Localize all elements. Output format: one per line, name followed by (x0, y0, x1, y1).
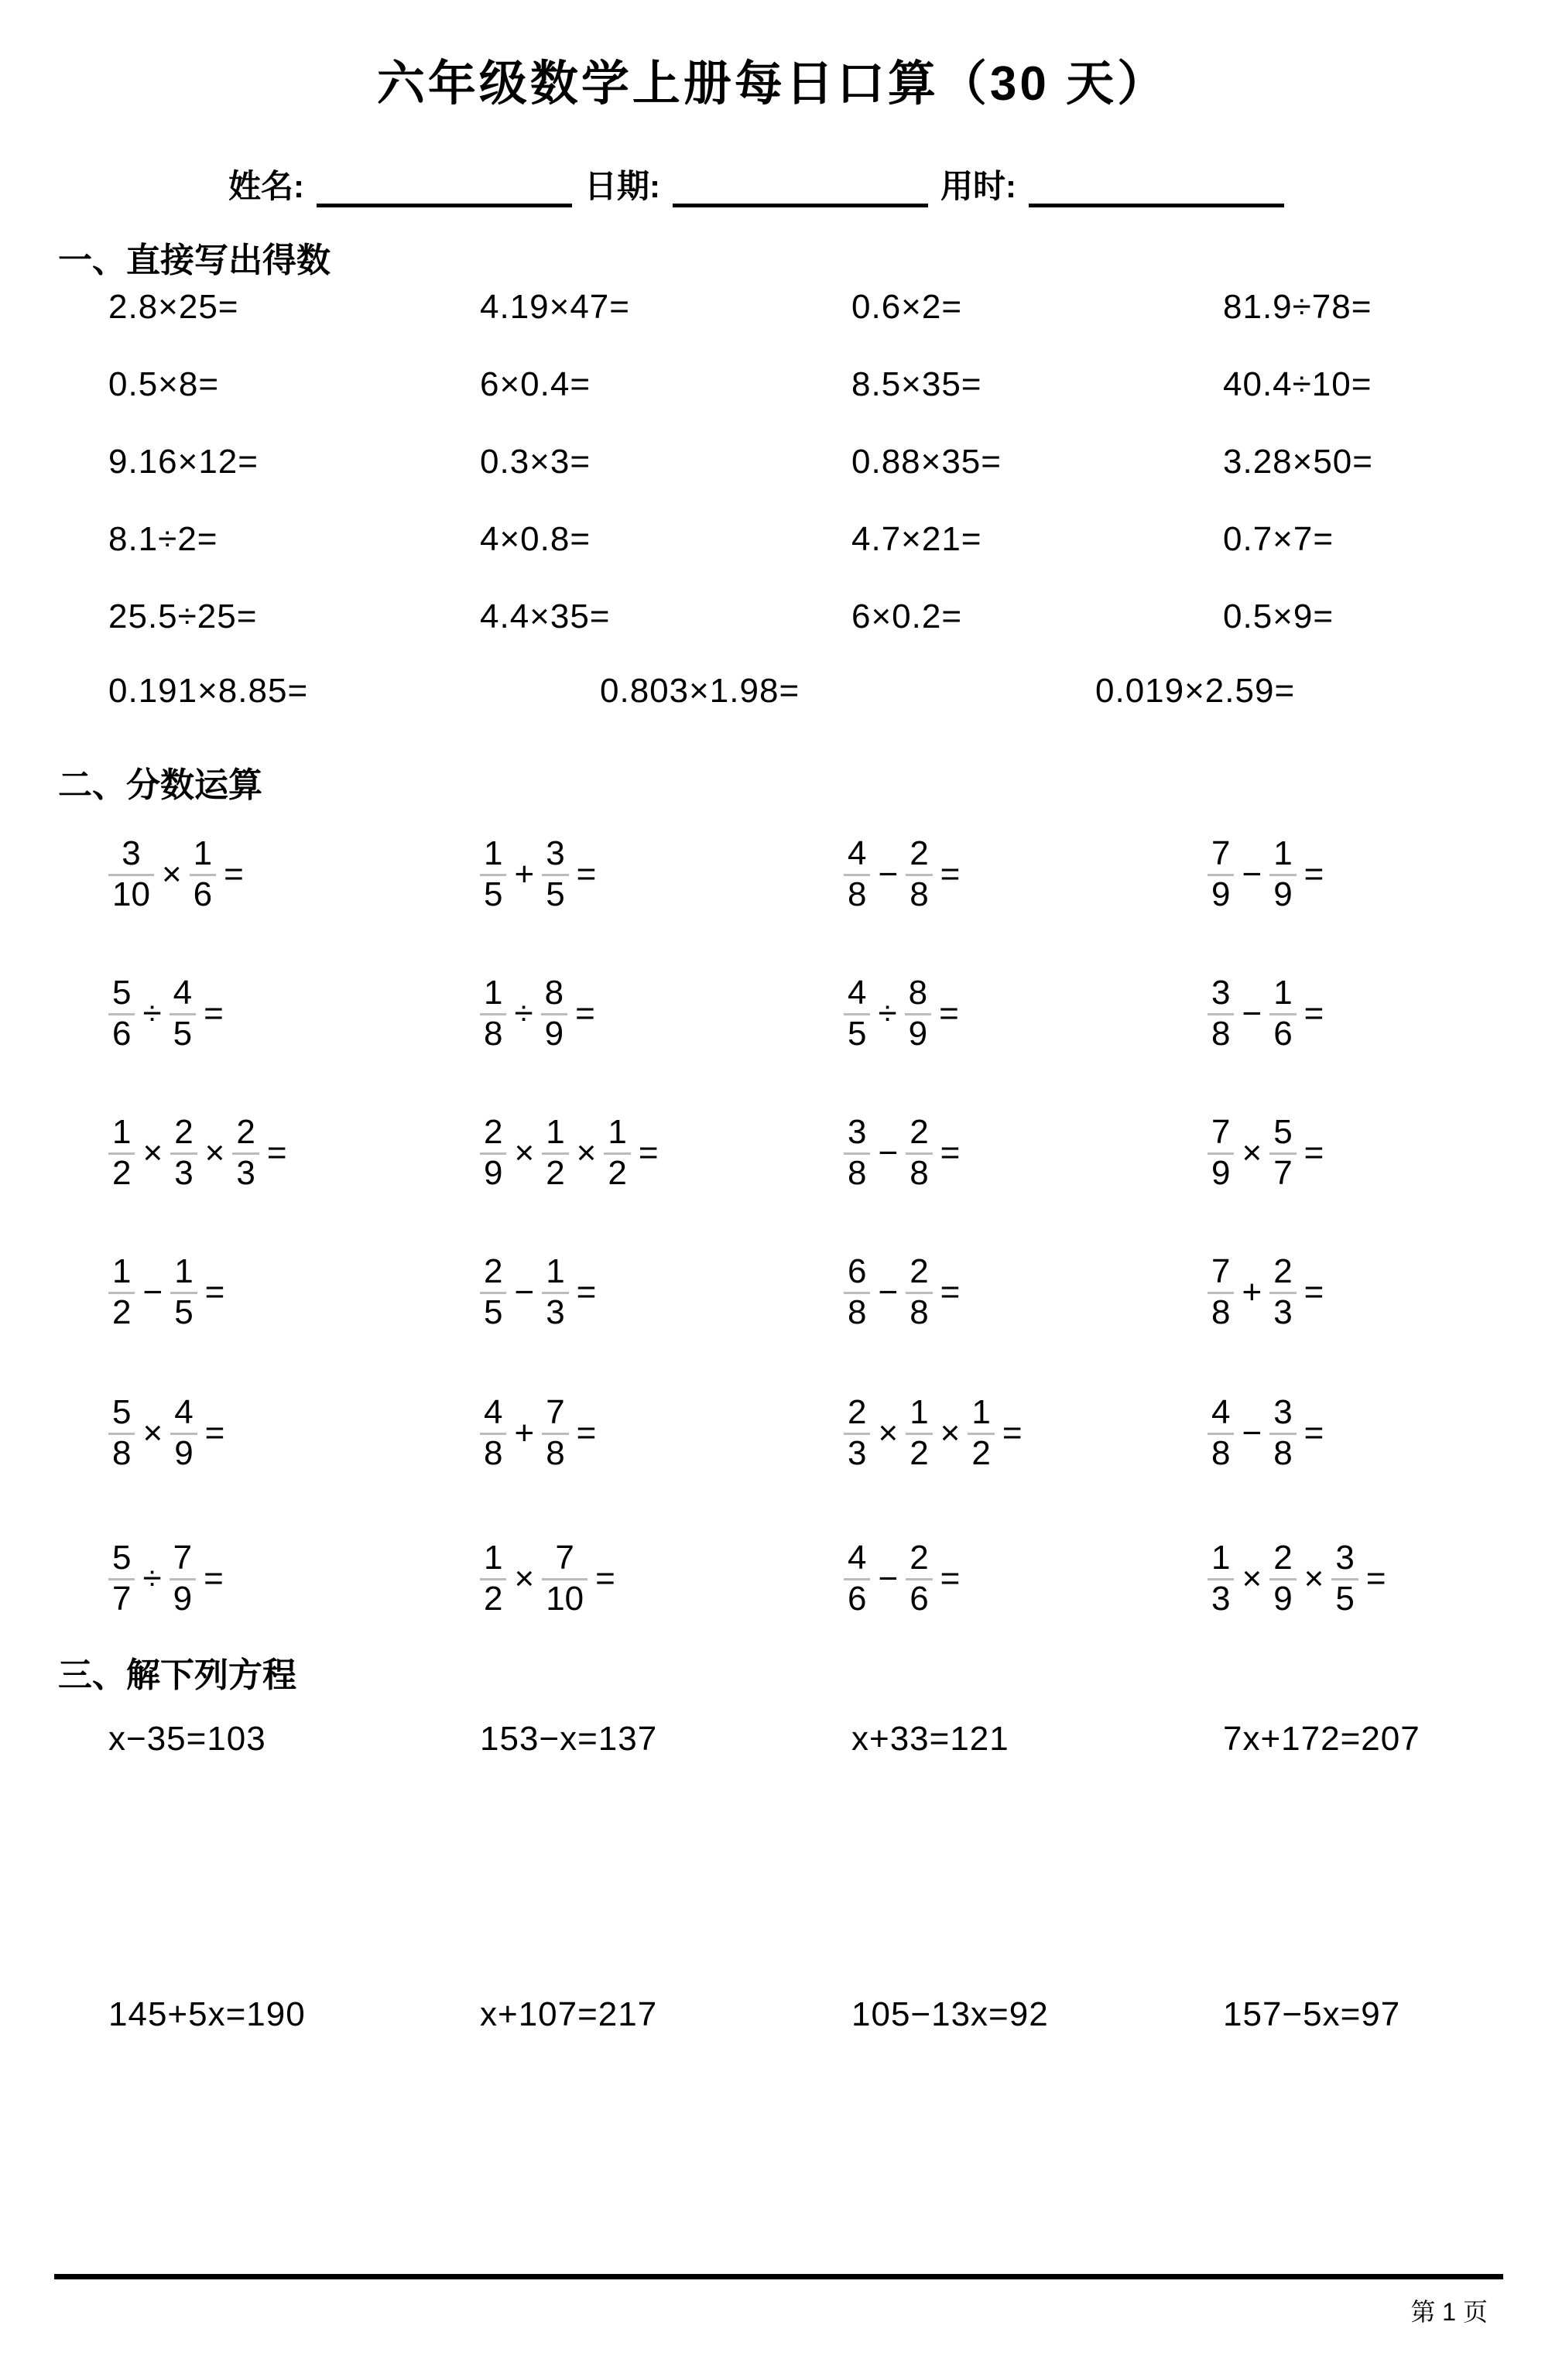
equation: x+107=217 (480, 1995, 658, 2033)
numerator: 7 (173, 1538, 193, 1577)
fraction (108, 1253, 135, 1332)
fraction (906, 1539, 932, 1618)
equals-sign: = (224, 855, 244, 893)
equals-sign: = (1365, 1560, 1386, 1598)
fraction (906, 1394, 932, 1473)
operator: × (514, 1560, 535, 1598)
fraction-problem (1208, 825, 1324, 924)
equation: x+33=121 (851, 1720, 1009, 1758)
operator: − (878, 1134, 899, 1172)
denominator: 8 (910, 1293, 929, 1331)
fraction-problem (480, 1384, 597, 1483)
numerator: 2 (910, 1252, 929, 1290)
operator: × (878, 1414, 899, 1452)
denominator: 8 (848, 875, 867, 913)
fraction (1269, 1539, 1296, 1618)
fraction (844, 1539, 870, 1618)
fraction-problem (108, 1243, 225, 1342)
fraction (1208, 1539, 1234, 1618)
denominator: 6 (910, 1579, 929, 1618)
numerator: 1 (112, 1252, 132, 1290)
numerator: 6 (848, 1252, 867, 1290)
fraction (170, 1114, 197, 1193)
numerator: 8 (544, 973, 564, 1012)
fraction-problem (844, 825, 961, 924)
operator: × (204, 1134, 225, 1172)
numerator: 2 (910, 1538, 929, 1577)
fraction-problem (844, 964, 960, 1063)
denominator: 9 (173, 1579, 193, 1618)
fraction (1269, 974, 1296, 1053)
numerator: 1 (1273, 973, 1293, 1012)
fraction (480, 1394, 506, 1473)
fraction (1269, 1114, 1296, 1193)
fraction (108, 1539, 135, 1618)
equals-sign: = (1303, 1273, 1324, 1311)
fraction (844, 1394, 870, 1473)
equation: x−35=103 (108, 1720, 266, 1758)
denominator: 8 (112, 1433, 132, 1472)
fraction (542, 1539, 588, 1618)
numerator: 3 (1335, 1538, 1355, 1577)
operator: × (161, 855, 182, 893)
fraction (170, 1394, 197, 1473)
operator: − (1242, 1414, 1262, 1452)
fraction (480, 974, 506, 1053)
numerator: 4 (848, 834, 867, 872)
equals-sign: = (204, 1414, 225, 1452)
denominator: 8 (1211, 1433, 1231, 1472)
date-label: 日期: (584, 168, 660, 204)
denominator: 3 (546, 1293, 565, 1331)
fraction-problem (480, 1243, 597, 1342)
fraction (108, 1114, 135, 1193)
numerator: 2 (236, 1112, 255, 1151)
denominator: 8 (484, 1014, 503, 1053)
numerator: 1 (484, 973, 503, 1012)
denominator: 8 (484, 1433, 503, 1472)
operator: × (576, 1134, 597, 1172)
numerator: 2 (1273, 1538, 1293, 1577)
denominator: 8 (848, 1293, 867, 1331)
denominator: 3 (1211, 1579, 1231, 1618)
math-problem: 4.7×21= (851, 520, 982, 558)
denominator: 3 (174, 1153, 194, 1192)
operator: ÷ (142, 1560, 162, 1598)
math-problem: 0.019×2.59= (1095, 672, 1296, 710)
fraction (480, 1253, 506, 1332)
fraction (542, 1394, 568, 1473)
fraction (170, 974, 196, 1053)
numerator: 2 (910, 834, 929, 872)
math-problem: 4.19×47= (480, 288, 630, 326)
equals-sign: = (575, 995, 595, 1032)
fraction-problem (1208, 964, 1324, 1063)
fraction (905, 974, 931, 1053)
denominator: 3 (848, 1433, 867, 1472)
equals-sign: = (595, 1560, 615, 1598)
math-problem: 2.8×25= (108, 288, 239, 326)
equation: 157−5x=97 (1223, 1995, 1401, 2033)
numerator: 7 (1211, 1252, 1231, 1290)
footer-divider (54, 2274, 1503, 2279)
denominator: 5 (484, 875, 503, 913)
section3-heading: 三、解下列方程 (58, 1656, 296, 1694)
denominator: 8 (1211, 1014, 1231, 1053)
fraction (844, 1253, 870, 1332)
numerator: 2 (484, 1252, 503, 1290)
denominator: 8 (910, 1153, 929, 1192)
fraction (480, 835, 506, 914)
denominator: 9 (908, 1014, 928, 1053)
numerator: 1 (1273, 834, 1293, 872)
fraction-problem (480, 1529, 616, 1628)
equation: 105−13x=92 (851, 1995, 1049, 2033)
denominator: 8 (848, 1153, 867, 1192)
denominator: 9 (1211, 1153, 1231, 1192)
numerator: 7 (546, 1392, 565, 1431)
equals-sign: = (638, 1134, 659, 1172)
fraction (844, 1114, 870, 1193)
operator: − (878, 1273, 899, 1311)
fraction-problem (480, 964, 596, 1063)
denominator: 5 (546, 875, 565, 913)
math-problem: 0.7×7= (1223, 520, 1334, 558)
fraction-problem (108, 1104, 288, 1203)
fraction-problem (108, 1529, 224, 1628)
denominator: 2 (910, 1433, 929, 1472)
denominator: 9 (484, 1153, 503, 1192)
equals-sign: = (576, 1273, 597, 1311)
denominator: 9 (174, 1433, 194, 1472)
fraction (108, 835, 154, 914)
numerator: 1 (112, 1112, 132, 1151)
numerator: 1 (546, 1112, 565, 1151)
page-title: 六年级数学上册每日口算（30 天） (376, 57, 1169, 111)
section2-heading: 二、分数运算 (58, 766, 262, 804)
fraction (190, 835, 216, 914)
numerator: 3 (546, 834, 565, 872)
numerator: 8 (908, 973, 928, 1012)
numerator: 1 (484, 1538, 503, 1577)
operator: × (142, 1414, 163, 1452)
denominator: 2 (484, 1579, 503, 1618)
numerator: 3 (1273, 1392, 1293, 1431)
denominator: 3 (1273, 1293, 1293, 1331)
math-problem: 4×0.8= (480, 520, 591, 558)
equation: 153−x=137 (480, 1720, 658, 1758)
numerator: 1 (971, 1392, 991, 1431)
fraction-problem (108, 1384, 225, 1483)
denominator: 7 (112, 1579, 132, 1618)
fraction (541, 974, 567, 1053)
equals-sign: = (576, 1414, 597, 1452)
operator: + (514, 1414, 535, 1452)
math-problem: 6×0.4= (480, 365, 591, 403)
denominator: 9 (544, 1014, 564, 1053)
math-problem: 0.3×3= (480, 443, 591, 481)
equals-sign: = (1303, 855, 1324, 893)
fraction (1208, 835, 1234, 914)
name-label: 姓名: (228, 168, 304, 204)
numerator: 1 (910, 1392, 929, 1431)
equals-sign: = (940, 855, 961, 893)
numerator: 4 (1211, 1392, 1231, 1431)
denominator: 5 (1335, 1579, 1355, 1618)
math-problem: 8.5×35= (851, 365, 982, 403)
math-problem: 40.4÷10= (1223, 365, 1372, 403)
denominator: 2 (112, 1153, 132, 1192)
fraction-problem (108, 825, 245, 924)
fraction-problem (844, 1384, 1023, 1483)
equals-sign: = (1303, 1134, 1324, 1172)
equals-sign: = (266, 1134, 287, 1172)
operator: × (1303, 1560, 1324, 1598)
math-problem: 9.16×12= (108, 443, 259, 481)
denominator: 6 (848, 1579, 867, 1618)
fraction (906, 1253, 932, 1332)
fraction-problem (1208, 1529, 1387, 1628)
equals-sign: = (940, 1134, 961, 1172)
numerator: 3 (848, 1112, 867, 1151)
denominator: 5 (174, 1293, 194, 1331)
fraction-problem (480, 825, 597, 924)
fraction (1208, 1253, 1234, 1332)
operator: ÷ (514, 995, 533, 1032)
fraction (542, 835, 568, 914)
denominator: 2 (112, 1293, 132, 1331)
denominator: 6 (1273, 1014, 1293, 1053)
fraction (1269, 1394, 1296, 1473)
operator: + (514, 855, 535, 893)
fraction (1208, 1394, 1234, 1473)
numerator: 2 (910, 1112, 929, 1151)
numerator: 2 (174, 1112, 194, 1151)
numerator: 7 (1211, 834, 1231, 872)
fraction (604, 1114, 630, 1193)
equation: 7x+172=207 (1223, 1720, 1420, 1758)
numerator: 5 (1273, 1112, 1293, 1151)
fraction-problem (108, 964, 224, 1063)
denominator: 5 (173, 1014, 193, 1053)
fraction (1208, 974, 1234, 1053)
operator: × (1242, 1560, 1262, 1598)
denominator: 2 (971, 1433, 991, 1472)
operator: − (142, 1273, 163, 1311)
fraction-problem (1208, 1104, 1324, 1203)
fraction-problem (1208, 1384, 1324, 1483)
operator: − (1242, 995, 1262, 1032)
time-blank-line (1029, 168, 1284, 207)
fraction-problem (844, 1243, 961, 1342)
numerator: 5 (112, 973, 132, 1012)
fraction-problem (844, 1104, 961, 1203)
equals-sign: = (1002, 1414, 1023, 1452)
numerator: 1 (1211, 1538, 1231, 1577)
fraction (170, 1539, 196, 1618)
numerator: 1 (608, 1112, 627, 1151)
math-problem: 25.5÷25= (108, 598, 258, 635)
denominator: 5 (848, 1014, 867, 1053)
fraction (1269, 835, 1296, 914)
equation: 145+5x=190 (108, 1995, 306, 2033)
denominator: 8 (910, 875, 929, 913)
equals-sign: = (940, 1560, 961, 1598)
denominator: 9 (1211, 875, 1231, 913)
math-problem: 0.5×8= (108, 365, 220, 403)
equals-sign: = (940, 1273, 961, 1311)
fraction (108, 1394, 135, 1473)
fraction (968, 1394, 994, 1473)
operator: + (1242, 1273, 1262, 1311)
fraction (844, 835, 870, 914)
fraction-problem (1208, 1243, 1324, 1342)
equals-sign: = (204, 1560, 224, 1598)
math-problem: 0.88×35= (851, 443, 1002, 481)
operator: − (1242, 855, 1262, 893)
numerator: 5 (112, 1538, 132, 1577)
page-number: 第 1 页 (1410, 2298, 1488, 2326)
numerator: 4 (174, 1392, 194, 1431)
denominator: 9 (1273, 875, 1293, 913)
denominator: 8 (546, 1433, 565, 1472)
equals-sign: = (939, 995, 959, 1032)
fraction (906, 835, 932, 914)
equals-sign: = (1303, 1414, 1324, 1452)
fraction (906, 1114, 932, 1193)
equals-sign: = (1303, 995, 1324, 1032)
math-problem: 8.1÷2= (108, 520, 218, 558)
numerator: 1 (484, 834, 503, 872)
denominator: 8 (1273, 1433, 1293, 1472)
fraction (542, 1253, 568, 1332)
denominator: 8 (1211, 1293, 1231, 1331)
denominator: 7 (1273, 1153, 1293, 1192)
math-problem: 81.9÷78= (1223, 288, 1372, 326)
denominator: 10 (546, 1579, 584, 1618)
math-problem: 0.191×8.85= (108, 672, 309, 710)
section1-heading: 一、直接写出得数 (58, 241, 331, 279)
numerator: 7 (1211, 1112, 1231, 1151)
fraction (542, 1114, 568, 1193)
operator: × (940, 1414, 961, 1452)
math-problem: 0.5×9= (1223, 598, 1334, 635)
operator: − (514, 1273, 535, 1311)
math-problem: 6×0.2= (851, 598, 963, 635)
denominator: 6 (193, 875, 213, 913)
math-problem: 0.803×1.98= (600, 672, 800, 710)
name-blank-line (317, 168, 572, 207)
denominator: 2 (546, 1153, 565, 1192)
fraction (480, 1114, 506, 1193)
fraction (480, 1539, 506, 1618)
operator: × (514, 1134, 535, 1172)
fraction (1269, 1253, 1296, 1332)
fraction (1208, 1114, 1234, 1193)
numerator: 4 (173, 973, 193, 1012)
numerator: 2 (848, 1392, 867, 1431)
numerator: 2 (1273, 1252, 1293, 1290)
numerator: 3 (1211, 973, 1231, 1012)
numerator: 4 (484, 1392, 503, 1431)
math-problem: 3.28×50= (1223, 443, 1373, 481)
denominator: 9 (1273, 1579, 1293, 1618)
numerator: 4 (848, 973, 867, 1012)
denominator: 10 (112, 875, 150, 913)
math-problem: 4.4×35= (480, 598, 611, 635)
fraction (844, 974, 870, 1053)
date-blank-line (673, 168, 928, 207)
operator: × (142, 1134, 163, 1172)
fraction (1331, 1539, 1358, 1618)
equals-sign: = (204, 1273, 225, 1311)
time-label: 用时: (940, 168, 1016, 204)
equals-sign: = (576, 855, 597, 893)
numerator: 4 (848, 1538, 867, 1577)
fraction (108, 974, 135, 1053)
fraction (232, 1114, 259, 1193)
student-info-row (228, 161, 1284, 207)
denominator: 5 (484, 1293, 503, 1331)
denominator: 3 (236, 1153, 255, 1192)
numerator: 7 (555, 1538, 574, 1577)
numerator: 3 (122, 834, 141, 872)
operator: ÷ (878, 995, 897, 1032)
fraction (170, 1253, 197, 1332)
numerator: 1 (546, 1252, 565, 1290)
operator: − (878, 1560, 899, 1598)
equals-sign: = (204, 995, 224, 1032)
math-problem: 0.6×2= (851, 288, 963, 326)
operator: ÷ (142, 995, 162, 1032)
denominator: 2 (608, 1153, 627, 1192)
numerator: 1 (193, 834, 213, 872)
denominator: 6 (112, 1014, 132, 1053)
operator: × (1242, 1134, 1262, 1172)
numerator: 1 (174, 1252, 194, 1290)
fraction-problem (480, 1104, 659, 1203)
fraction-problem (844, 1529, 961, 1628)
numerator: 2 (484, 1112, 503, 1151)
numerator: 5 (112, 1392, 132, 1431)
operator: − (878, 855, 899, 893)
